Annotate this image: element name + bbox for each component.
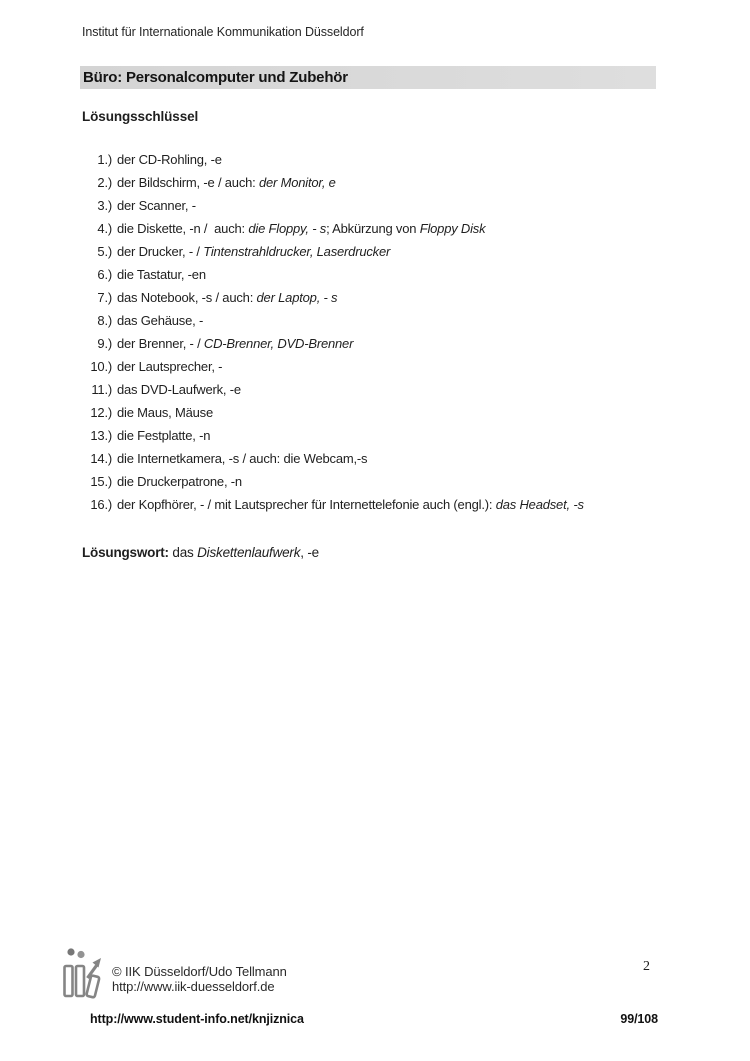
answer-segment: der Drucker, - / xyxy=(117,244,204,259)
answer-text xyxy=(117,336,353,351)
iik-logo-icon xyxy=(60,945,108,999)
answer-text xyxy=(117,267,206,282)
answer-text xyxy=(117,405,213,420)
answer-row xyxy=(78,198,730,221)
solution-line xyxy=(82,545,319,560)
solution-text xyxy=(169,545,319,560)
answer-number: 8.) xyxy=(97,313,112,328)
section-heading: Lösungsschlüssel xyxy=(82,109,199,124)
page-title: Büro: Personalcomputer und Zubehör xyxy=(83,69,348,86)
answer-text xyxy=(117,152,222,167)
answer-segment: der Scanner, - xyxy=(117,198,196,213)
answer-segment: das Notebook, -s / auch: xyxy=(117,290,257,305)
answer-number: 6.) xyxy=(97,267,112,282)
answer-row xyxy=(78,382,730,405)
answer-number: 9.) xyxy=(97,336,112,351)
answer-segment: die Druckerpatrone, -n xyxy=(117,474,242,489)
answer-number: 10.) xyxy=(90,359,112,374)
answer-row xyxy=(78,313,730,336)
answer-segment: die Diskette, -n / auch: xyxy=(117,221,249,236)
answer-text xyxy=(117,244,390,259)
answer-row xyxy=(78,267,730,290)
answer-number: 7.) xyxy=(97,290,112,305)
answer-text xyxy=(117,359,222,374)
answer-segment-italic: der Monitor, e xyxy=(259,175,336,190)
answer-row xyxy=(78,451,730,474)
answer-segment: die Tastatur, -en xyxy=(117,267,206,282)
answer-segment: die Internetkamera, -s / auch: die Webcam,-s xyxy=(117,451,368,466)
answer-number: 12.) xyxy=(90,405,112,420)
answer-text xyxy=(117,497,584,512)
answer-number: 4.) xyxy=(97,221,112,236)
bottom-bar xyxy=(90,1012,658,1026)
title-bar xyxy=(80,66,656,89)
answer-number: 1.) xyxy=(97,152,112,167)
solution-segment: , -e xyxy=(300,545,319,560)
answer-text xyxy=(117,313,203,328)
page-number: 2 xyxy=(643,959,650,974)
answer-row xyxy=(78,336,730,359)
answer-segment: der Kopfhörer, - / mit Lautsprecher für Internettelefonie auch (engl.): xyxy=(117,497,496,512)
footer-text-block xyxy=(112,964,287,994)
answer-row xyxy=(78,474,730,497)
page-indicator: 99/108 xyxy=(620,1012,658,1026)
answer-segment-italic: der Laptop, - s xyxy=(256,290,338,305)
answer-number: 3.) xyxy=(97,198,112,213)
answer-row xyxy=(78,244,730,267)
website-line: http://www.iik-duesseldorf.de xyxy=(112,979,275,994)
answer-segment-italic: Floppy Disk xyxy=(419,221,486,236)
answer-number: 13.) xyxy=(90,428,112,443)
answer-row xyxy=(78,405,730,428)
answer-segment: der CD-Rohling, -e xyxy=(117,152,222,167)
answer-text xyxy=(117,428,210,443)
institute-header: Institut für Internationale Kommunikation Düsseldorf xyxy=(82,25,364,39)
solution-segment-italic: Diskettenlaufwerk xyxy=(197,545,301,560)
answer-text xyxy=(117,451,367,466)
answer-row xyxy=(78,428,730,451)
answer-segment-italic: das Headset, -s xyxy=(495,497,584,512)
answer-segment: der Brenner, - / xyxy=(117,336,204,351)
answer-row xyxy=(78,497,730,520)
answer-segment: das DVD-Laufwerk, -e xyxy=(117,382,241,397)
answer-segment-italic: die Floppy, - s xyxy=(248,221,327,236)
answer-text xyxy=(117,198,196,213)
answer-row xyxy=(78,359,730,382)
answer-segment: die Maus, Mäuse xyxy=(117,405,213,420)
copyright-line: © IIK Düsseldorf/Udo Tellmann xyxy=(112,964,287,979)
answer-row xyxy=(78,152,730,175)
answer-number: 2.) xyxy=(97,175,112,190)
answer-number: 5.) xyxy=(97,244,112,259)
answer-text xyxy=(117,474,242,489)
answer-segment: die Festplatte, -n xyxy=(117,428,211,443)
answer-number: 14.) xyxy=(90,451,112,466)
answer-segment: der Bildschirm, -e / auch: xyxy=(117,175,259,190)
answer-number: 15.) xyxy=(90,474,112,489)
answer-number: 16.) xyxy=(90,497,112,512)
answer-segment-italic: Tintenstrahldrucker, Laserdrucker xyxy=(203,244,391,259)
answer-list xyxy=(78,152,730,520)
answer-segment: der Lautsprecher, - xyxy=(117,359,223,374)
answer-text xyxy=(117,290,337,305)
answer-text xyxy=(117,175,336,190)
source-url: http://www.student-info.net/knjiznica xyxy=(90,1012,304,1026)
answer-number: 11.) xyxy=(91,382,112,397)
answer-row xyxy=(78,175,730,198)
answer-text xyxy=(117,382,241,397)
solution-label: Lösungswort: xyxy=(82,545,169,560)
answer-row xyxy=(78,221,730,244)
answer-text xyxy=(117,221,485,236)
answer-segment-italic: CD-Brenner, DVD-Brenner xyxy=(203,336,354,351)
answer-row xyxy=(78,290,730,313)
answer-segment: das Gehäuse, - xyxy=(117,313,204,328)
solution-segment: das xyxy=(168,545,198,560)
answer-segment: ; Abkürzung von xyxy=(326,221,420,236)
